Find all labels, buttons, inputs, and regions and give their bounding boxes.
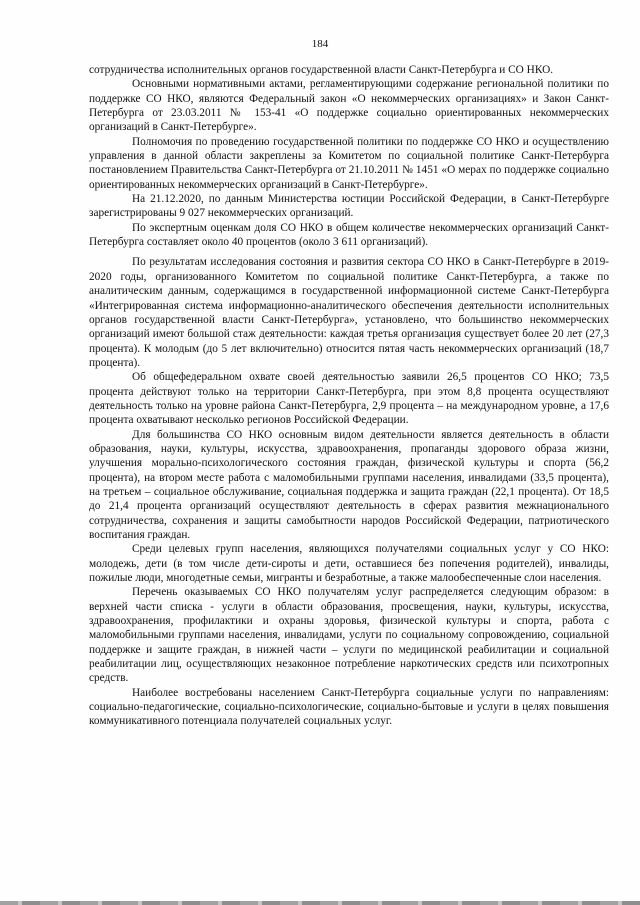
paragraph-authority: Полномочия по проведению государственной политики по поддержке СО НКО и осуществлению управления в данной области закреплены за Комитетом по социальной политике Санкт-Петербурга постановлением Правительства Санкт-Петербурга от 21.10.2011 № 1451 «О мерах по поддержке социально ориентированных некоммерческих организаций в Санкт-Петербурге». (89, 135, 609, 191)
scan-bottom-edge (0, 901, 640, 905)
paragraph-research-results: По результатам исследования состояния и развития сектора СО НКО в Санкт-Петербурге в 2019-2020 годы, организованного Комитетом по социальной политике Санкт-Петербурга, а также по аналитическим данным, содержащимся в государственной информационной системе Санкт-Петербурга «Интегрированная система информационно-аналитического обеспечения деятельности исполнительных органов государственной власти Санкт-Петербурга», установлено, что большинство некоммерческих организаций имеют большой стаж деятельности: каждая третья организация существует более 20 лет (27,3 процента). К молодым (до 5 лет включительно) относится пятая часть некоммерческих организаций (18,7 процента). (89, 256, 609, 369)
paragraph-registered-count: На 21.12.2020, по данным Министерства юстиции Российской Федерации, в Санкт-Петербурге зарегистрированы 9 027 некоммерческих организаций. (89, 193, 609, 220)
paragraph-normative-acts: Основными нормативными актами, регламентирующими содержание региональной политики по поддержке СО НКО, являются Федеральный закон «О некоммерческих организациях» и Закон Санкт-Петербурга от 23.03.2011 № 153-41 «О поддержке социально ориентированных некоммерческих организаций в Санкт-Петербурге». (89, 78, 609, 134)
paragraph-coverage: Об общефедеральном охвате своей деятельностью заявили 26,5 процентов СО НКО; 73,5 процента действуют только на территории Санкт-Петербурга, при этом 8,8 процента осуществляют деятельность только на уровне района Санкт-Петербурга, 2,9 процента – на международном уровне, а 17,6 процента охватывают несколько регионов Российской Федерации. (89, 371, 609, 427)
document-body (89, 63, 609, 729)
paragraph-continuation: сотрудничества исполнительных органов государственной власти Санкт-Петербурга и СО НКО. (89, 64, 554, 76)
paragraph-demanded-services: Наиболее востребованы населением Санкт-Петербурга социальные услуги по направлениям: социально-педагогические, социально-психологические, социально-бытовые и услуги в целях повышения коммуникативного потенциала получателей социальных услуг. (89, 686, 609, 728)
paragraph-expert-estimate: По экспертным оценкам доля СО НКО в общем количестве некоммерческих организаций Санкт-Петербурга составляет около 40 процентов (около 3 611 организаций). (89, 221, 609, 249)
paragraph-activity-types: Для большинства СО НКО основным видом деятельности является деятельность в области образования, науки, культуры, искусства, здравоохранения, пропаганды здорового образа жизни, улучшения морально-психологического состояния граждан, физической культуры и спорта (56,2 процента), на втором месте работа с маломобильными группами населения, инвалидами (33,5 процента), на третьем – социальное обслуживание, социальная поддержка и защита граждан (22,1 процента). От 18,5 до 21,4 процента организаций осуществляют деятельность в сферах развития межнационального сотрудничества, сохранения и защиты самобытности народов Российской Федерации, патриотического воспитания граждан. (89, 428, 609, 541)
page-number: 184 (311, 38, 329, 50)
paragraph-target-groups: Среди целевых групп населения, являющихся получателями социальных услуг у СО НКО: молодежь, дети (в том числе дети-сироты и дети, оставшиеся без попечения родителей), инвалиды, пожилые люди, многодетные семьи, мигранты и безработные, а также малообеспеченные слои населения. (89, 543, 609, 585)
paragraph-services-list: Перечень оказываемых СО НКО получателям услуг распределяется следующим образом: в верхней части списка - услуги в области образования, просвещения, науки, культуры, искусства, здравоохранения, профилактики и охраны здоровья, физической культуры и спорта, работа с маломобильными группами населения, инвалидами, услуги по социальному сопровождению, социальной поддержке и защите граждан, в нижней части – услуги по медицинской реабилитации и социальной реабилитации лиц, осуществляющих незаконное потребление наркотических средств или психотропных средств. (89, 586, 609, 685)
